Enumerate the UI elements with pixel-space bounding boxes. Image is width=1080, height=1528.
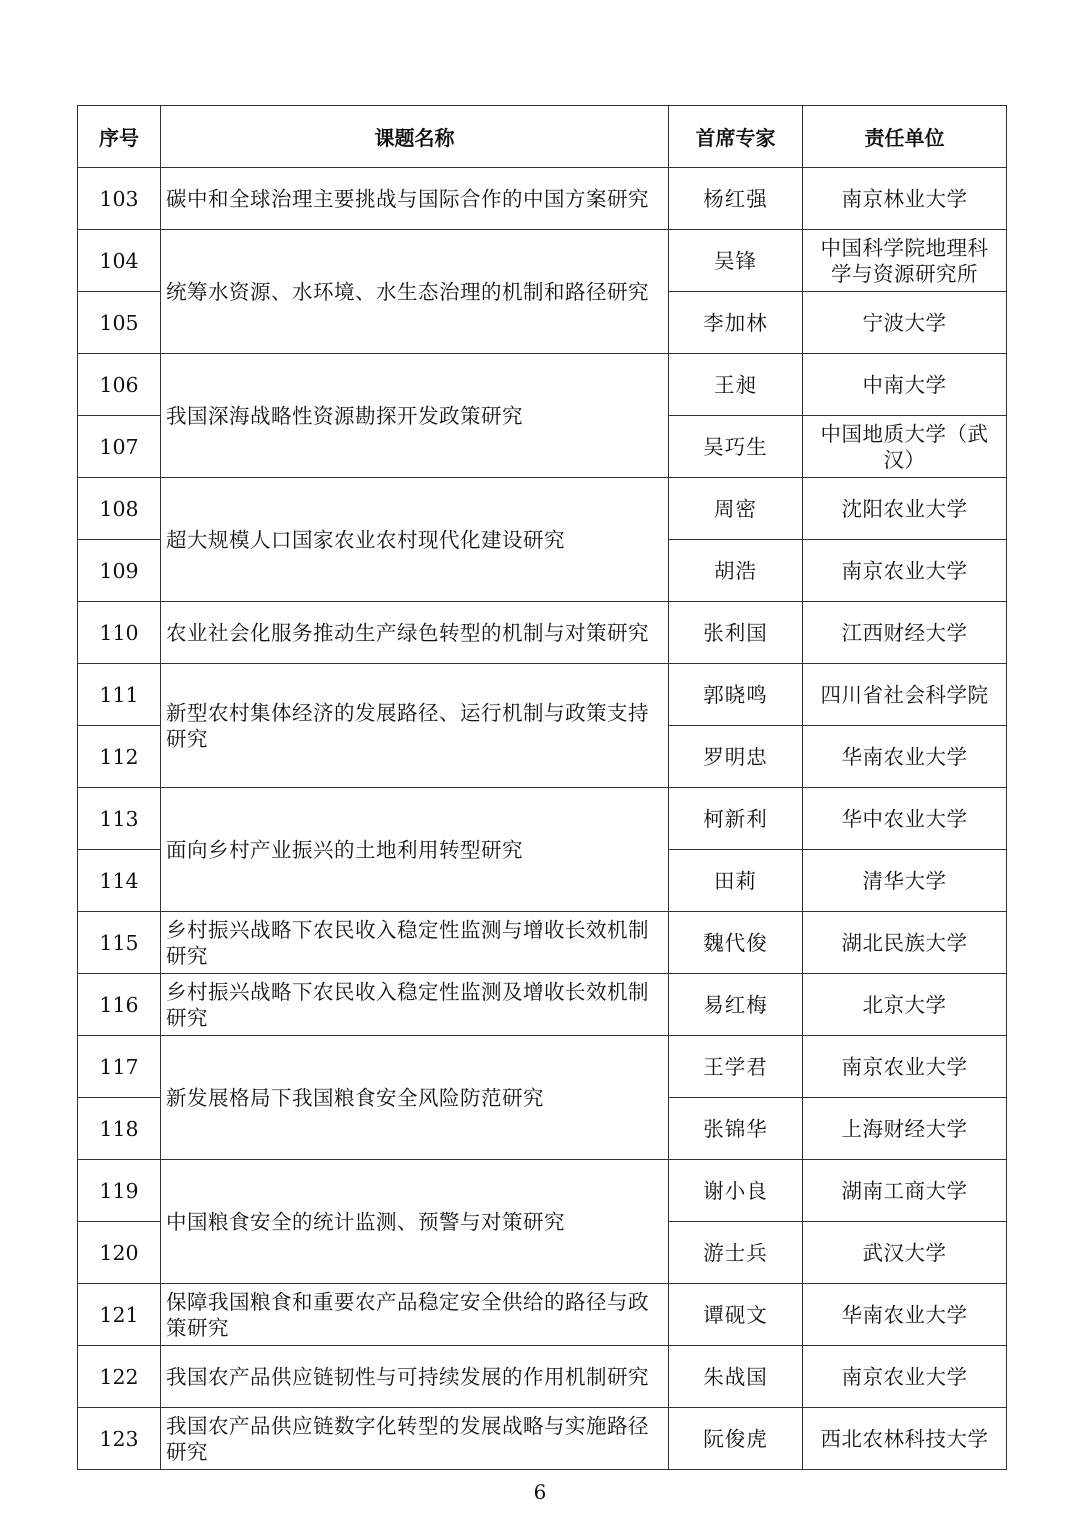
unit-cell: 南京林业大学 [803, 168, 1007, 230]
page-number: 6 [533, 1480, 547, 1504]
topic-cell: 面向乡村产业振兴的土地利用转型研究 [161, 788, 669, 912]
row-num: 112 [78, 726, 161, 788]
table-row [78, 912, 1007, 974]
table-row [78, 1408, 1007, 1470]
table-row [78, 1284, 1007, 1346]
topic-cell: 超大规模人口国家农业农村现代化建设研究 [161, 478, 669, 602]
expert-cell: 吴锋 [669, 230, 803, 292]
topic-cell: 新发展格局下我国粮食安全风险防范研究 [161, 1036, 669, 1160]
table-row [78, 1036, 1007, 1098]
row-num: 103 [78, 168, 161, 230]
header-unit: 责任单位 [803, 106, 1007, 168]
unit-cell: 南京农业大学 [803, 1346, 1007, 1408]
row-num: 118 [78, 1098, 161, 1160]
unit-cell: 湖北民族大学 [803, 912, 1007, 974]
expert-cell: 周密 [669, 478, 803, 540]
expert-cell: 田莉 [669, 850, 803, 912]
row-num: 121 [78, 1284, 161, 1346]
topic-cell: 中国粮食安全的统计监测、预警与对策研究 [161, 1160, 669, 1284]
expert-cell: 杨红强 [669, 168, 803, 230]
expert-cell: 魏代俊 [669, 912, 803, 974]
unit-cell: 南京农业大学 [803, 1036, 1007, 1098]
header-num: 序号 [78, 106, 161, 168]
expert-cell: 吴巧生 [669, 416, 803, 478]
expert-cell: 罗明忠 [669, 726, 803, 788]
table-row [78, 974, 1007, 1036]
unit-cell: 中国科学院地理科学与资源研究所 [803, 230, 1007, 292]
topic-cell: 乡村振兴战略下农民收入稳定性监测与增收长效机制研究 [161, 912, 669, 974]
topic-cell: 我国农产品供应链数字化转型的发展战略与实施路径研究 [161, 1408, 669, 1470]
unit-cell: 中国地质大学（武汉） [803, 416, 1007, 478]
row-num: 107 [78, 416, 161, 478]
topic-cell: 我国深海战略性资源勘探开发政策研究 [161, 354, 669, 478]
topic-cell: 保障我国粮食和重要农产品稳定安全供给的路径与政策研究 [161, 1284, 669, 1346]
expert-cell: 阮俊虎 [669, 1408, 803, 1470]
table-row [78, 354, 1007, 416]
project-table [77, 105, 1007, 1470]
unit-cell: 华中农业大学 [803, 788, 1007, 850]
row-num: 106 [78, 354, 161, 416]
row-num: 123 [78, 1408, 161, 1470]
expert-cell: 王学君 [669, 1036, 803, 1098]
unit-cell: 北京大学 [803, 974, 1007, 1036]
unit-cell: 江西财经大学 [803, 602, 1007, 664]
unit-cell: 清华大学 [803, 850, 1007, 912]
topic-cell: 碳中和全球治理主要挑战与国际合作的中国方案研究 [161, 168, 669, 230]
topic-cell: 新型农村集体经济的发展路径、运行机制与政策支持研究 [161, 664, 669, 788]
unit-cell: 四川省社会科学院 [803, 664, 1007, 726]
unit-cell: 华南农业大学 [803, 726, 1007, 788]
header-row [78, 106, 1007, 168]
row-num: 114 [78, 850, 161, 912]
expert-cell: 谭砚文 [669, 1284, 803, 1346]
row-num: 111 [78, 664, 161, 726]
table-row [78, 478, 1007, 540]
unit-cell: 中南大学 [803, 354, 1007, 416]
expert-cell: 李加林 [669, 292, 803, 354]
expert-cell: 易红梅 [669, 974, 803, 1036]
table-row [78, 788, 1007, 850]
row-num: 119 [78, 1160, 161, 1222]
row-num: 120 [78, 1222, 161, 1284]
table-row [78, 664, 1007, 726]
row-num: 104 [78, 230, 161, 292]
expert-cell: 谢小良 [669, 1160, 803, 1222]
unit-cell: 西北农林科技大学 [803, 1408, 1007, 1470]
table-row [78, 602, 1007, 664]
row-num: 109 [78, 540, 161, 602]
expert-cell: 朱战国 [669, 1346, 803, 1408]
header-expert: 首席专家 [669, 106, 803, 168]
row-num: 115 [78, 912, 161, 974]
row-num: 113 [78, 788, 161, 850]
expert-cell: 柯新利 [669, 788, 803, 850]
row-num: 105 [78, 292, 161, 354]
unit-cell: 宁波大学 [803, 292, 1007, 354]
topic-cell: 乡村振兴战略下农民收入稳定性监测及增收长效机制研究 [161, 974, 669, 1036]
expert-cell: 胡浩 [669, 540, 803, 602]
expert-cell: 游士兵 [669, 1222, 803, 1284]
unit-cell: 湖南工商大学 [803, 1160, 1007, 1222]
unit-cell: 武汉大学 [803, 1222, 1007, 1284]
topic-cell: 我国农产品供应链韧性与可持续发展的作用机制研究 [161, 1346, 669, 1408]
expert-cell: 王昶 [669, 354, 803, 416]
table-row [78, 230, 1007, 292]
table-row [78, 168, 1007, 230]
row-num: 117 [78, 1036, 161, 1098]
table-row [78, 1160, 1007, 1222]
row-num: 122 [78, 1346, 161, 1408]
topic-cell: 农业社会化服务推动生产绿色转型的机制与对策研究 [161, 602, 669, 664]
unit-cell: 南京农业大学 [803, 540, 1007, 602]
expert-cell: 张锦华 [669, 1098, 803, 1160]
expert-cell: 郭晓鸣 [669, 664, 803, 726]
row-num: 110 [78, 602, 161, 664]
table-row [78, 1346, 1007, 1408]
unit-cell: 上海财经大学 [803, 1098, 1007, 1160]
topic-cell: 统筹水资源、水环境、水生态治理的机制和路径研究 [161, 230, 669, 354]
row-num: 116 [78, 974, 161, 1036]
unit-cell: 沈阳农业大学 [803, 478, 1007, 540]
unit-cell: 华南农业大学 [803, 1284, 1007, 1346]
header-topic: 课题名称 [161, 106, 669, 168]
expert-cell: 张利国 [669, 602, 803, 664]
row-num: 108 [78, 478, 161, 540]
